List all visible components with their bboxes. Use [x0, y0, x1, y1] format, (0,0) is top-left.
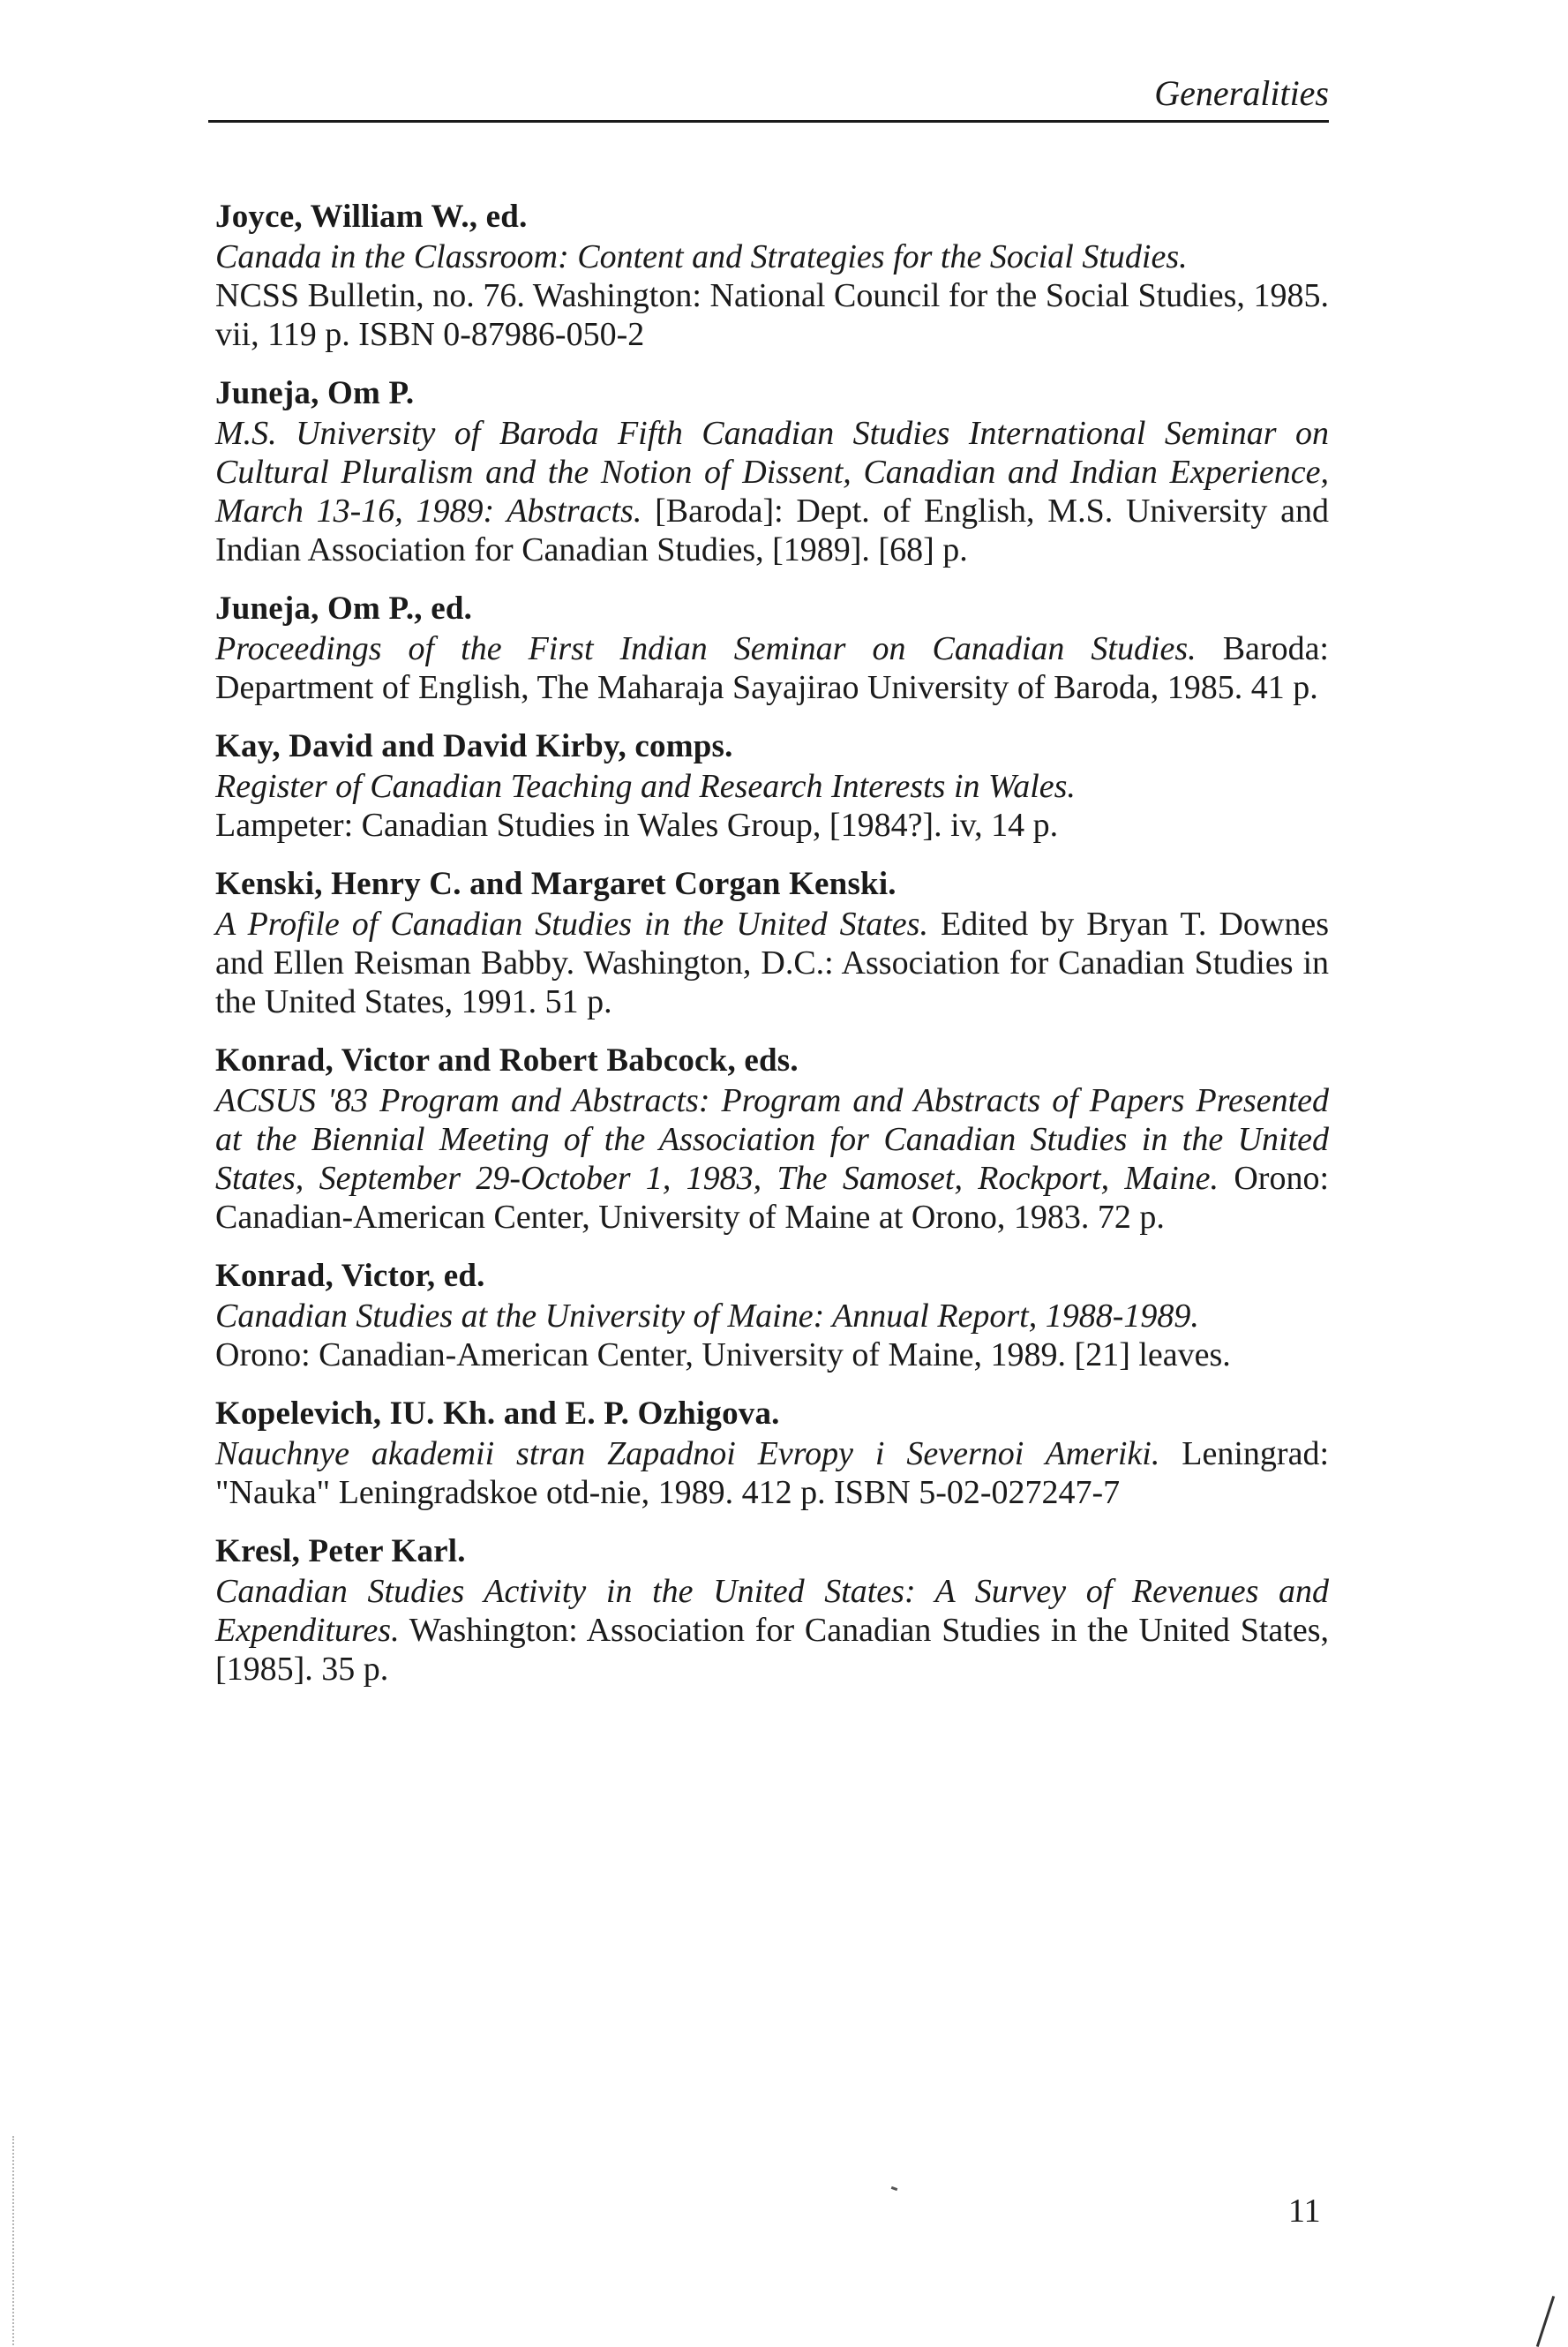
entry-author: Juneja, Om P., ed.	[215, 591, 473, 627]
entry-citation	[215, 1297, 1329, 1374]
entry-author: Kay, David and David Kirby, comps.	[215, 728, 733, 764]
entry-details: Edited by Bryan T. Downes and Ellen Reisman Babby. Washington, D.C.: Association for Canadian Studies in the United States, 1991. 51 p.	[215, 906, 1330, 1020]
entry-details: NCSS Bulletin, no. 76. Washington: National Council for the Social Studies, 1985. vii, 119 p. ISBN 0-87986-050-2	[215, 277, 1329, 353]
bibliography-entry-joyce	[215, 196, 1329, 354]
entry-citation	[215, 237, 1329, 354]
entry-details: Lampeter: Canadian Studies in Wales Group, [1984?]. iv, 14 p.	[215, 807, 1059, 844]
entry-author: Joyce, William W., ed.	[215, 199, 528, 235]
bibliography-entry-konrad-1	[215, 1040, 1329, 1237]
bibliography-entry-kay	[215, 726, 1329, 845]
bibliography-entry-konrad-2	[215, 1255, 1329, 1374]
entry-author: Kopelevich, IU. Kh. and E. P. Ozhigova.	[215, 1395, 780, 1432]
entry-author: Konrad, Victor and Robert Babcock, eds.	[215, 1042, 799, 1079]
entry-citation	[215, 1081, 1329, 1237]
bibliography-entry-kopelevich	[215, 1393, 1329, 1512]
bibliography-entry-juneja-1	[215, 372, 1329, 569]
bibliography-entry-kenski	[215, 863, 1329, 1021]
entry-author: Konrad, Victor, ed.	[215, 1258, 485, 1294]
entry-author: Juneja, Om P.	[215, 375, 415, 411]
bibliography-entry-juneja-2	[215, 588, 1329, 707]
stray-mark	[891, 2186, 898, 2191]
entry-title: Canadian Studies at the University of Maine: Annual Report, 1988-1989.	[215, 1298, 1199, 1335]
entry-author: Kresl, Peter Karl.	[215, 1533, 466, 1569]
binding-edge	[12, 2136, 14, 2345]
entry-title: ACSUS '83 Program and Abstracts: Program and Abstracts of Papers Presented at the Biennial Meeting of the Association for Canadian Studies in the United States, September 29-October 1, 1983, The Samoset, Rockport, Maine.	[215, 1082, 1329, 1197]
running-head: Generalities	[1154, 73, 1329, 113]
entry-title: A Profile of Canadian Studies in the United States.	[215, 906, 928, 943]
entry-details: Orono: Canadian-American Center, University of Maine at Orono, 1983. 72 p.	[215, 1160, 1330, 1236]
entry-title: Canada in the Classroom: Content and Strategies for the Social Studies.	[215, 238, 1188, 275]
header-rule	[208, 120, 1329, 123]
entry-citation	[215, 629, 1329, 707]
entry-citation	[215, 1572, 1329, 1689]
entry-citation	[215, 905, 1329, 1021]
entry-details: Baroda: Department of English, The Maharaja Sayajirao University of Baroda, 1985. 41 p.	[215, 630, 1329, 706]
entry-title: Canadian Studies Activity in the United States: A Survey of Revenues and Expenditures.	[215, 1573, 1329, 1649]
entry-title: Proceedings of the First Indian Seminar on Canadian Studies.	[215, 630, 1197, 667]
bibliography-entry-kresl	[215, 1531, 1329, 1689]
scan-edge-mark	[1536, 2296, 1555, 2347]
entry-citation	[215, 1434, 1329, 1512]
entry-citation	[215, 767, 1329, 845]
page-number: 11	[1288, 2193, 1321, 2230]
entry-title: Register of Canadian Teaching and Research Interests in Wales.	[215, 768, 1076, 805]
entry-details: Leningrad: "Nauka" Leningradskoe otd-nie, 1989. 412 p. ISBN 5-02-027247-7	[215, 1435, 1329, 1511]
entry-title: M.S. University of Baroda Fifth Canadian Studies International Seminar on Cultural Pluralism and the Notion of Dissent, Canadian and Indian Experience, March 13-16, 1989: Abstracts.	[215, 415, 1329, 530]
entry-details: Washington: Association for Canadian Studies in the United States, [1985]. 35 p.	[215, 1612, 1329, 1688]
entry-title: Nauchnye akademii stran Zapadnoi Evropy i Severnoi Ameriki.	[215, 1435, 1160, 1472]
entry-citation	[215, 414, 1329, 569]
entry-details: Orono: Canadian-American Center, University of Maine, 1989. [21] leaves.	[215, 1336, 1231, 1373]
entry-author: Kenski, Henry C. and Margaret Corgan Kenski.	[215, 866, 897, 902]
bibliography-list	[215, 196, 1329, 1707]
entry-details: [Baroda]: Dept. of English, M.S. University and Indian Association for Canadian Studies, [1989]. [68] p.	[215, 493, 1330, 568]
